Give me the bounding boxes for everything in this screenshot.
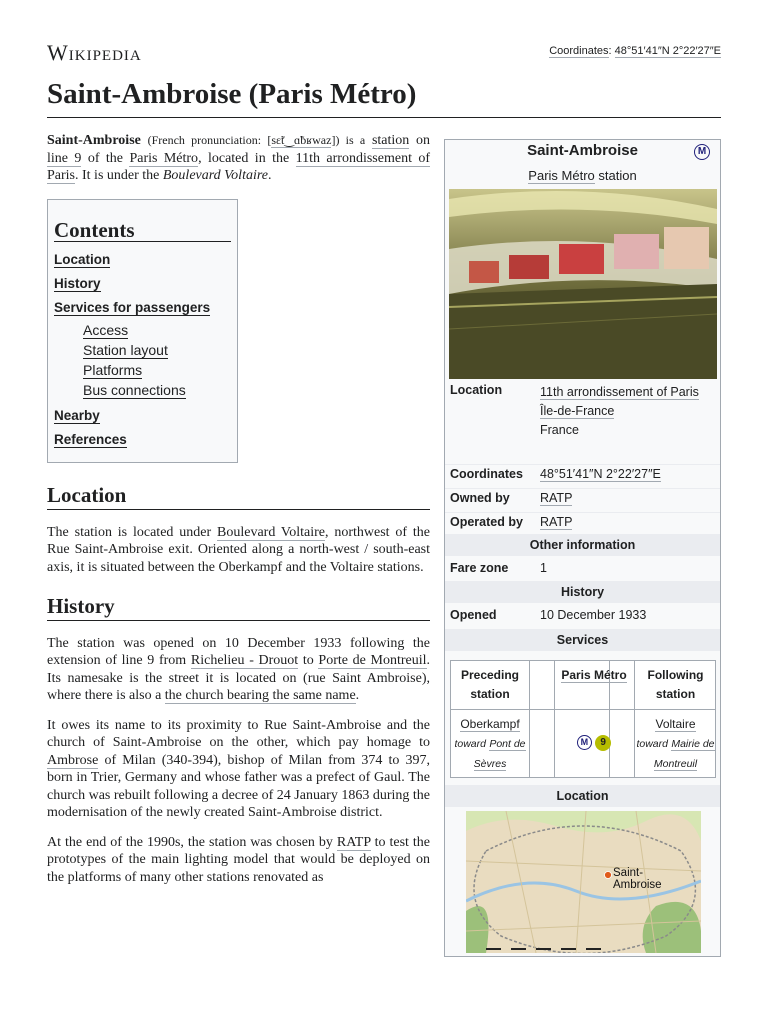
text-located: , located in the (198, 150, 290, 166)
history-paragraph-3 (47, 834, 430, 887)
map-marker-label: Saint-Ambroise (613, 867, 662, 891)
link-ratp[interactable]: RATP (336, 834, 371, 850)
link-richelieu-drouot[interactable]: Richelieu - Drouot (190, 653, 299, 668)
intro-bold-name: Saint-Ambroise (47, 133, 141, 148)
history-p1-text-d: . (355, 688, 360, 703)
operated-label: Operated by (450, 515, 523, 529)
text-on: on (416, 133, 430, 148)
ipa-link[interactable]: sɛ̃t‿ɑ̃bʁwaz (271, 133, 332, 147)
boulevard-voltaire-italic: Boulevard Voltaire (162, 168, 268, 183)
toc-subitem-platforms[interactable]: Platforms (83, 362, 143, 378)
link-pont-de-sevres[interactable]: Pont de Sèvres (473, 738, 526, 770)
pronunciation-suffix: ]) is a (331, 133, 366, 147)
toc-title: Contents (54, 222, 231, 243)
toc-item-history[interactable]: History (54, 276, 101, 291)
row-coordinates (445, 464, 720, 488)
following-station-header: Following station (647, 668, 704, 701)
owned-value[interactable]: RATP (540, 491, 573, 505)
page-title: Saint-Ambroise (Paris Métro) (47, 78, 721, 118)
infobox-subtitle (445, 168, 720, 183)
row-operated-by (445, 512, 720, 536)
logo-text: Wikipedia (47, 40, 142, 65)
paris-metro-header[interactable]: Paris Métro (561, 668, 627, 682)
toc-item-nearby[interactable]: Nearby (54, 408, 100, 423)
row-location (445, 383, 720, 463)
link-boulevard-voltaire[interactable]: Boulevard Voltaire (217, 524, 325, 540)
text-of: of the (87, 150, 124, 166)
row-opened (445, 606, 720, 630)
toc-subitem-station-layout[interactable]: Station layout (83, 342, 168, 358)
link-11th-arr-infobox[interactable]: 11th arrondissement of Paris (540, 385, 699, 399)
link-oberkampf[interactable]: Oberkampf (460, 717, 520, 731)
link-voltaire[interactable]: Voltaire (655, 717, 696, 731)
fare-value: 1 (540, 561, 547, 575)
metro-m-icon[interactable]: M (577, 735, 592, 750)
toc-item-services[interactable]: Services for passengers (54, 300, 211, 315)
history-paragraph-1 (47, 635, 430, 705)
text-end: . (267, 168, 272, 183)
history-paragraph-2 (47, 717, 430, 822)
coordinates-value[interactable]: 48°51′41″N 2°22′27″E (540, 467, 661, 481)
toc-item-references[interactable]: References (54, 432, 127, 447)
location-heading: Location (47, 487, 430, 510)
link-church[interactable]: the church bearing the same name (164, 688, 356, 703)
metro-logo-icon[interactable]: M (694, 144, 710, 160)
history-p3-text-a: At the end of the 1990s, the station was chosen by (47, 834, 333, 850)
prev-toward: toward (454, 738, 486, 750)
link-porte-de-montreuil[interactable]: Porte de Montreuil (318, 653, 427, 668)
location-text-1: The station is located under (47, 524, 212, 540)
line-9-badge[interactable]: 9 (595, 735, 611, 751)
location-paragraph (47, 524, 430, 577)
link-station[interactable]: station (371, 133, 410, 148)
services-header: Services (445, 629, 720, 651)
wikipedia-logo[interactable] (47, 40, 142, 66)
owned-label: Owned by (450, 491, 510, 505)
location-label: Location (450, 383, 503, 397)
following-station-cell (634, 715, 717, 774)
coordinates-top-value[interactable]: 48°51′41″N 2°22′27″E (614, 45, 721, 57)
link-ile-de-france[interactable]: Île-de-France (540, 404, 615, 418)
history-p1-text-c: . Its namesake is the street it is located on (rue Saint Ambroise), where there is also a (47, 653, 431, 703)
link-ambrose[interactable]: Ambrose (47, 752, 99, 768)
toc-subitem-access[interactable]: Access (83, 322, 129, 338)
next-toward: toward (636, 738, 668, 750)
link-11th-arrondissement[interactable]: 11th arrondissement of Paris (47, 150, 431, 183)
fare-label: Fare zone (450, 561, 509, 575)
row-fare-zone (445, 559, 720, 583)
opened-value: 10 December 1933 (540, 608, 647, 622)
infobox-title: Saint-Ambroise (527, 142, 638, 159)
opened-label: Opened (450, 608, 497, 622)
location-value (540, 383, 715, 440)
toc-item-location[interactable]: Location (54, 252, 111, 267)
line-badges (554, 734, 634, 751)
station-photo[interactable] (449, 189, 717, 379)
station-photo-image (449, 189, 717, 379)
history-header: History (445, 581, 720, 603)
link-paris-metro-infobox[interactable]: Paris Métro (528, 168, 595, 183)
article-body (47, 132, 430, 898)
link-paris-metro[interactable]: Paris Métro (129, 150, 199, 166)
page-header (47, 40, 721, 66)
row-owned-by (445, 488, 720, 512)
other-information-header: Other information (445, 534, 720, 556)
history-p1-text-a: The station was opened on 10 December 1933 following the extension of line 9 from (47, 635, 430, 668)
location-map[interactable] (466, 811, 701, 953)
infobox (444, 139, 721, 957)
services-table (450, 660, 716, 778)
pronunciation-prefix: (French pronunciation: [ (147, 133, 272, 147)
preceding-station-header: Preceding station (460, 668, 520, 701)
history-heading: History (47, 598, 430, 621)
link-mairie-de-montreuil[interactable]: Mairie de Montreuil (653, 738, 715, 770)
link-line-9[interactable]: line 9 (47, 150, 82, 166)
history-p1-text-b: to (302, 653, 314, 668)
coordinates-label-link[interactable]: Coordinates (549, 45, 609, 57)
table-of-contents (47, 199, 238, 464)
coordinates-label: Coordinates (450, 467, 523, 481)
subtitle-rest: station (594, 168, 637, 183)
intro-paragraph (47, 132, 430, 185)
toc-subitem-bus-connections[interactable]: Bus connections (83, 382, 186, 398)
coordinates-top: Coordinates: 48°51′41″N 2°22′27″E (549, 45, 721, 57)
text-under: . It is under the (75, 168, 160, 183)
location-map-header: Location (445, 785, 720, 807)
history-p2-text-b: of Milan (340-394), bishop of Milan from 374 to 397, born in Trier, Germany and whose father was a prefect of Gaul. The church was rebuilt following a decree of 24 January 1863 during the modernisation of the newly created Saint-Ambroise district. (47, 752, 431, 820)
location-country: France (540, 423, 579, 437)
operated-value[interactable]: RATP (540, 515, 573, 529)
location-text-2: , northwest of the Rue Saint-Ambroise exit. Oriented along a north-west / south-east axis, it is situated between the Oberkampf and the Voltaire stations. (47, 524, 431, 575)
history-p3-text-b: to test the prototypes of the main lighting model that would be deployed on the platforms of many other stations renovated as (47, 834, 431, 885)
preceding-station-cell (451, 715, 529, 774)
history-p2-text-a: It owes its name to its proximity to Rue Saint-Ambroise and the church of Saint-Ambroise on the other, which pay homage to (47, 717, 430, 750)
